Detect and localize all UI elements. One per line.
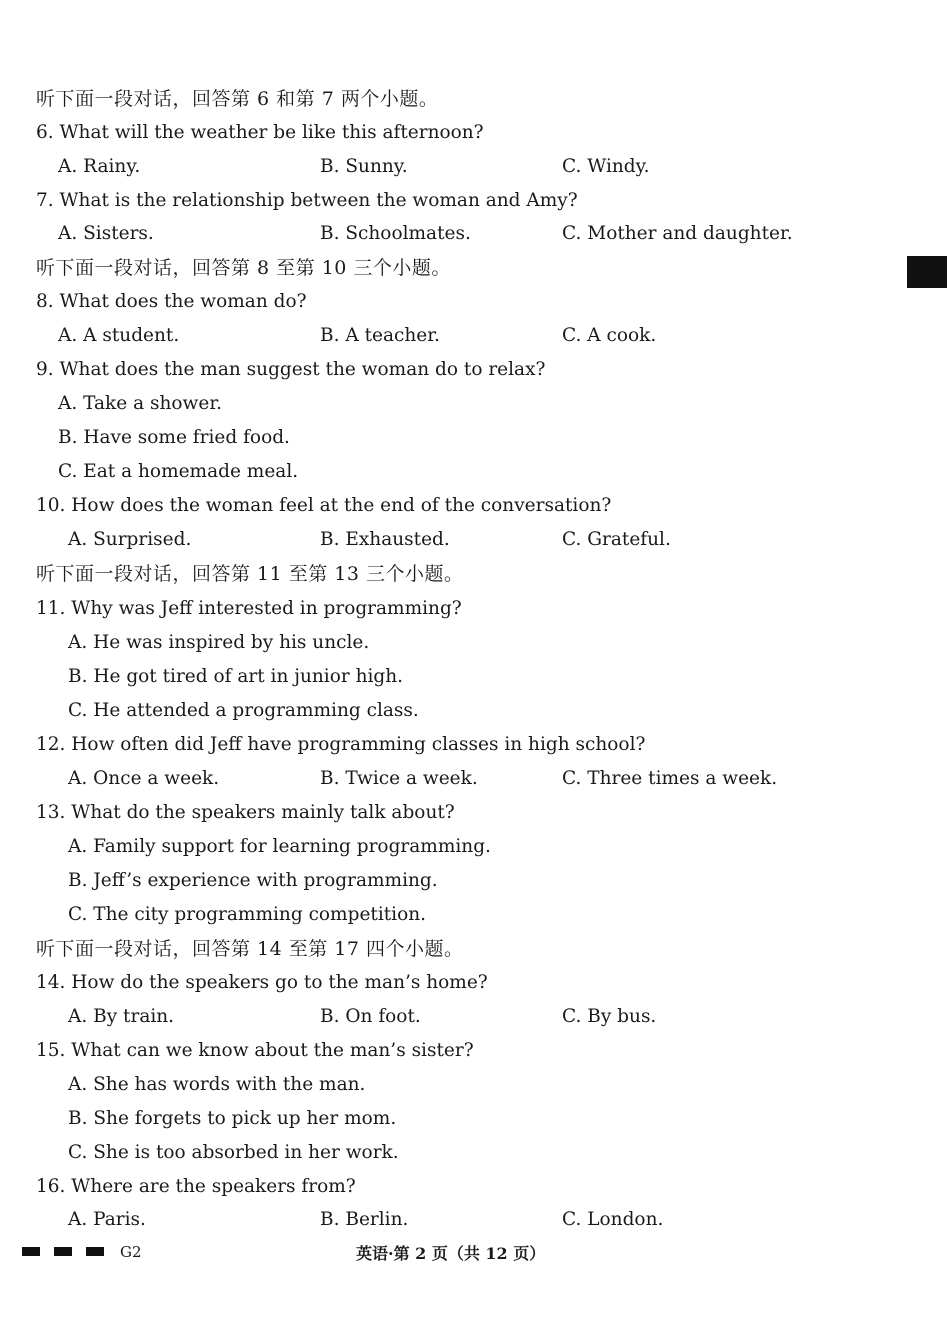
question-6: 6. What will the weather be like this afternoon? — [36, 122, 484, 143]
question-13: 13. What do the speakers mainly talk about? — [36, 802, 455, 823]
footer-paper-code: G2 — [120, 1243, 142, 1261]
q13-option-c: C. The city programming competition. — [68, 904, 427, 925]
q13-option-a: A. Family support for learning programming. — [68, 836, 491, 857]
footer-mark — [54, 1247, 72, 1256]
q14-option-a: A. By train. — [68, 1006, 175, 1027]
q15-option-c: C. She is too absorbed in her work. — [68, 1142, 399, 1163]
q13-option-b: B. Jeff’s experience with programming. — [68, 870, 438, 891]
question-11: 11. Why was Jeff interested in programming? — [36, 598, 462, 619]
question-7: 7. What is the relationship between the woman and Amy? — [36, 190, 578, 211]
question-9: 9. What does the man suggest the woman do to relax? — [36, 359, 546, 380]
section-heading-11-13: 听下面一段对话，回答第 11 至第 13 三个小题。 — [36, 563, 464, 585]
q7-option-b: B. Schoolmates. — [320, 223, 471, 244]
q12-option-a: A. Once a week. — [68, 768, 220, 789]
question-14: 14. How do the speakers go to the man’s home? — [36, 972, 488, 993]
q12-option-c: C. Three times a week. — [562, 768, 778, 789]
q7-option-c: C. Mother and daughter. — [562, 223, 793, 244]
q10-option-a: A. Surprised. — [68, 529, 192, 550]
question-8: 8. What does the woman do? — [36, 291, 307, 312]
q15-option-a: A. She has words with the man. — [68, 1074, 366, 1095]
section-heading-8-10: 听下面一段对话，回答第 8 至第 10 三个小题。 — [36, 257, 451, 279]
q16-option-a: A. Paris. — [68, 1209, 146, 1230]
q8-option-a: A. A student. — [58, 325, 180, 346]
section-heading-14-17: 听下面一段对话，回答第 14 至第 17 四个小题。 — [36, 938, 464, 960]
footer-page-number: 英语·第 2 页（共 12 页） — [356, 1244, 546, 1263]
q14-option-b: B. On foot. — [320, 1006, 421, 1027]
question-15: 15. What can we know about the man’s sister? — [36, 1040, 474, 1061]
q6-option-c: C. Windy. — [562, 156, 650, 177]
question-12: 12. How often did Jeff have programming classes in high school? — [36, 734, 646, 755]
q7-option-a: A. Sisters. — [58, 223, 154, 244]
footer-mark — [86, 1247, 104, 1256]
q9-option-c: C. Eat a homemade meal. — [58, 461, 299, 482]
q6-option-a: A. Rainy. — [58, 156, 141, 177]
q6-option-b: B. Sunny. — [320, 156, 408, 177]
q10-option-b: B. Exhausted. — [320, 529, 450, 550]
section-heading-6-7: 听下面一段对话，回答第 6 和第 7 两个小题。 — [36, 88, 439, 110]
q16-option-c: C. London. — [562, 1209, 664, 1230]
q15-option-b: B. She forgets to pick up her mom. — [68, 1108, 397, 1129]
question-10: 10. How does the woman feel at the end of the conversation? — [36, 495, 612, 516]
q9-option-a: A. Take a shower. — [58, 393, 223, 414]
q11-option-a: A. He was inspired by his uncle. — [68, 632, 370, 653]
question-16: 16. Where are the speakers from? — [36, 1176, 356, 1197]
q8-option-c: C. A cook. — [562, 325, 657, 346]
q11-option-b: B. He got tired of art in junior high. — [68, 666, 404, 687]
footer-mark — [22, 1247, 40, 1256]
q9-option-b: B. Have some fried food. — [58, 427, 290, 448]
q11-option-c: C. He attended a programming class. — [68, 700, 419, 721]
q10-option-c: C. Grateful. — [562, 529, 671, 550]
q8-option-b: B. A teacher. — [320, 325, 440, 346]
q12-option-b: B. Twice a week. — [320, 768, 478, 789]
page-edge-tab-mark — [907, 256, 947, 288]
q14-option-c: C. By bus. — [562, 1006, 657, 1027]
q16-option-b: B. Berlin. — [320, 1209, 409, 1230]
